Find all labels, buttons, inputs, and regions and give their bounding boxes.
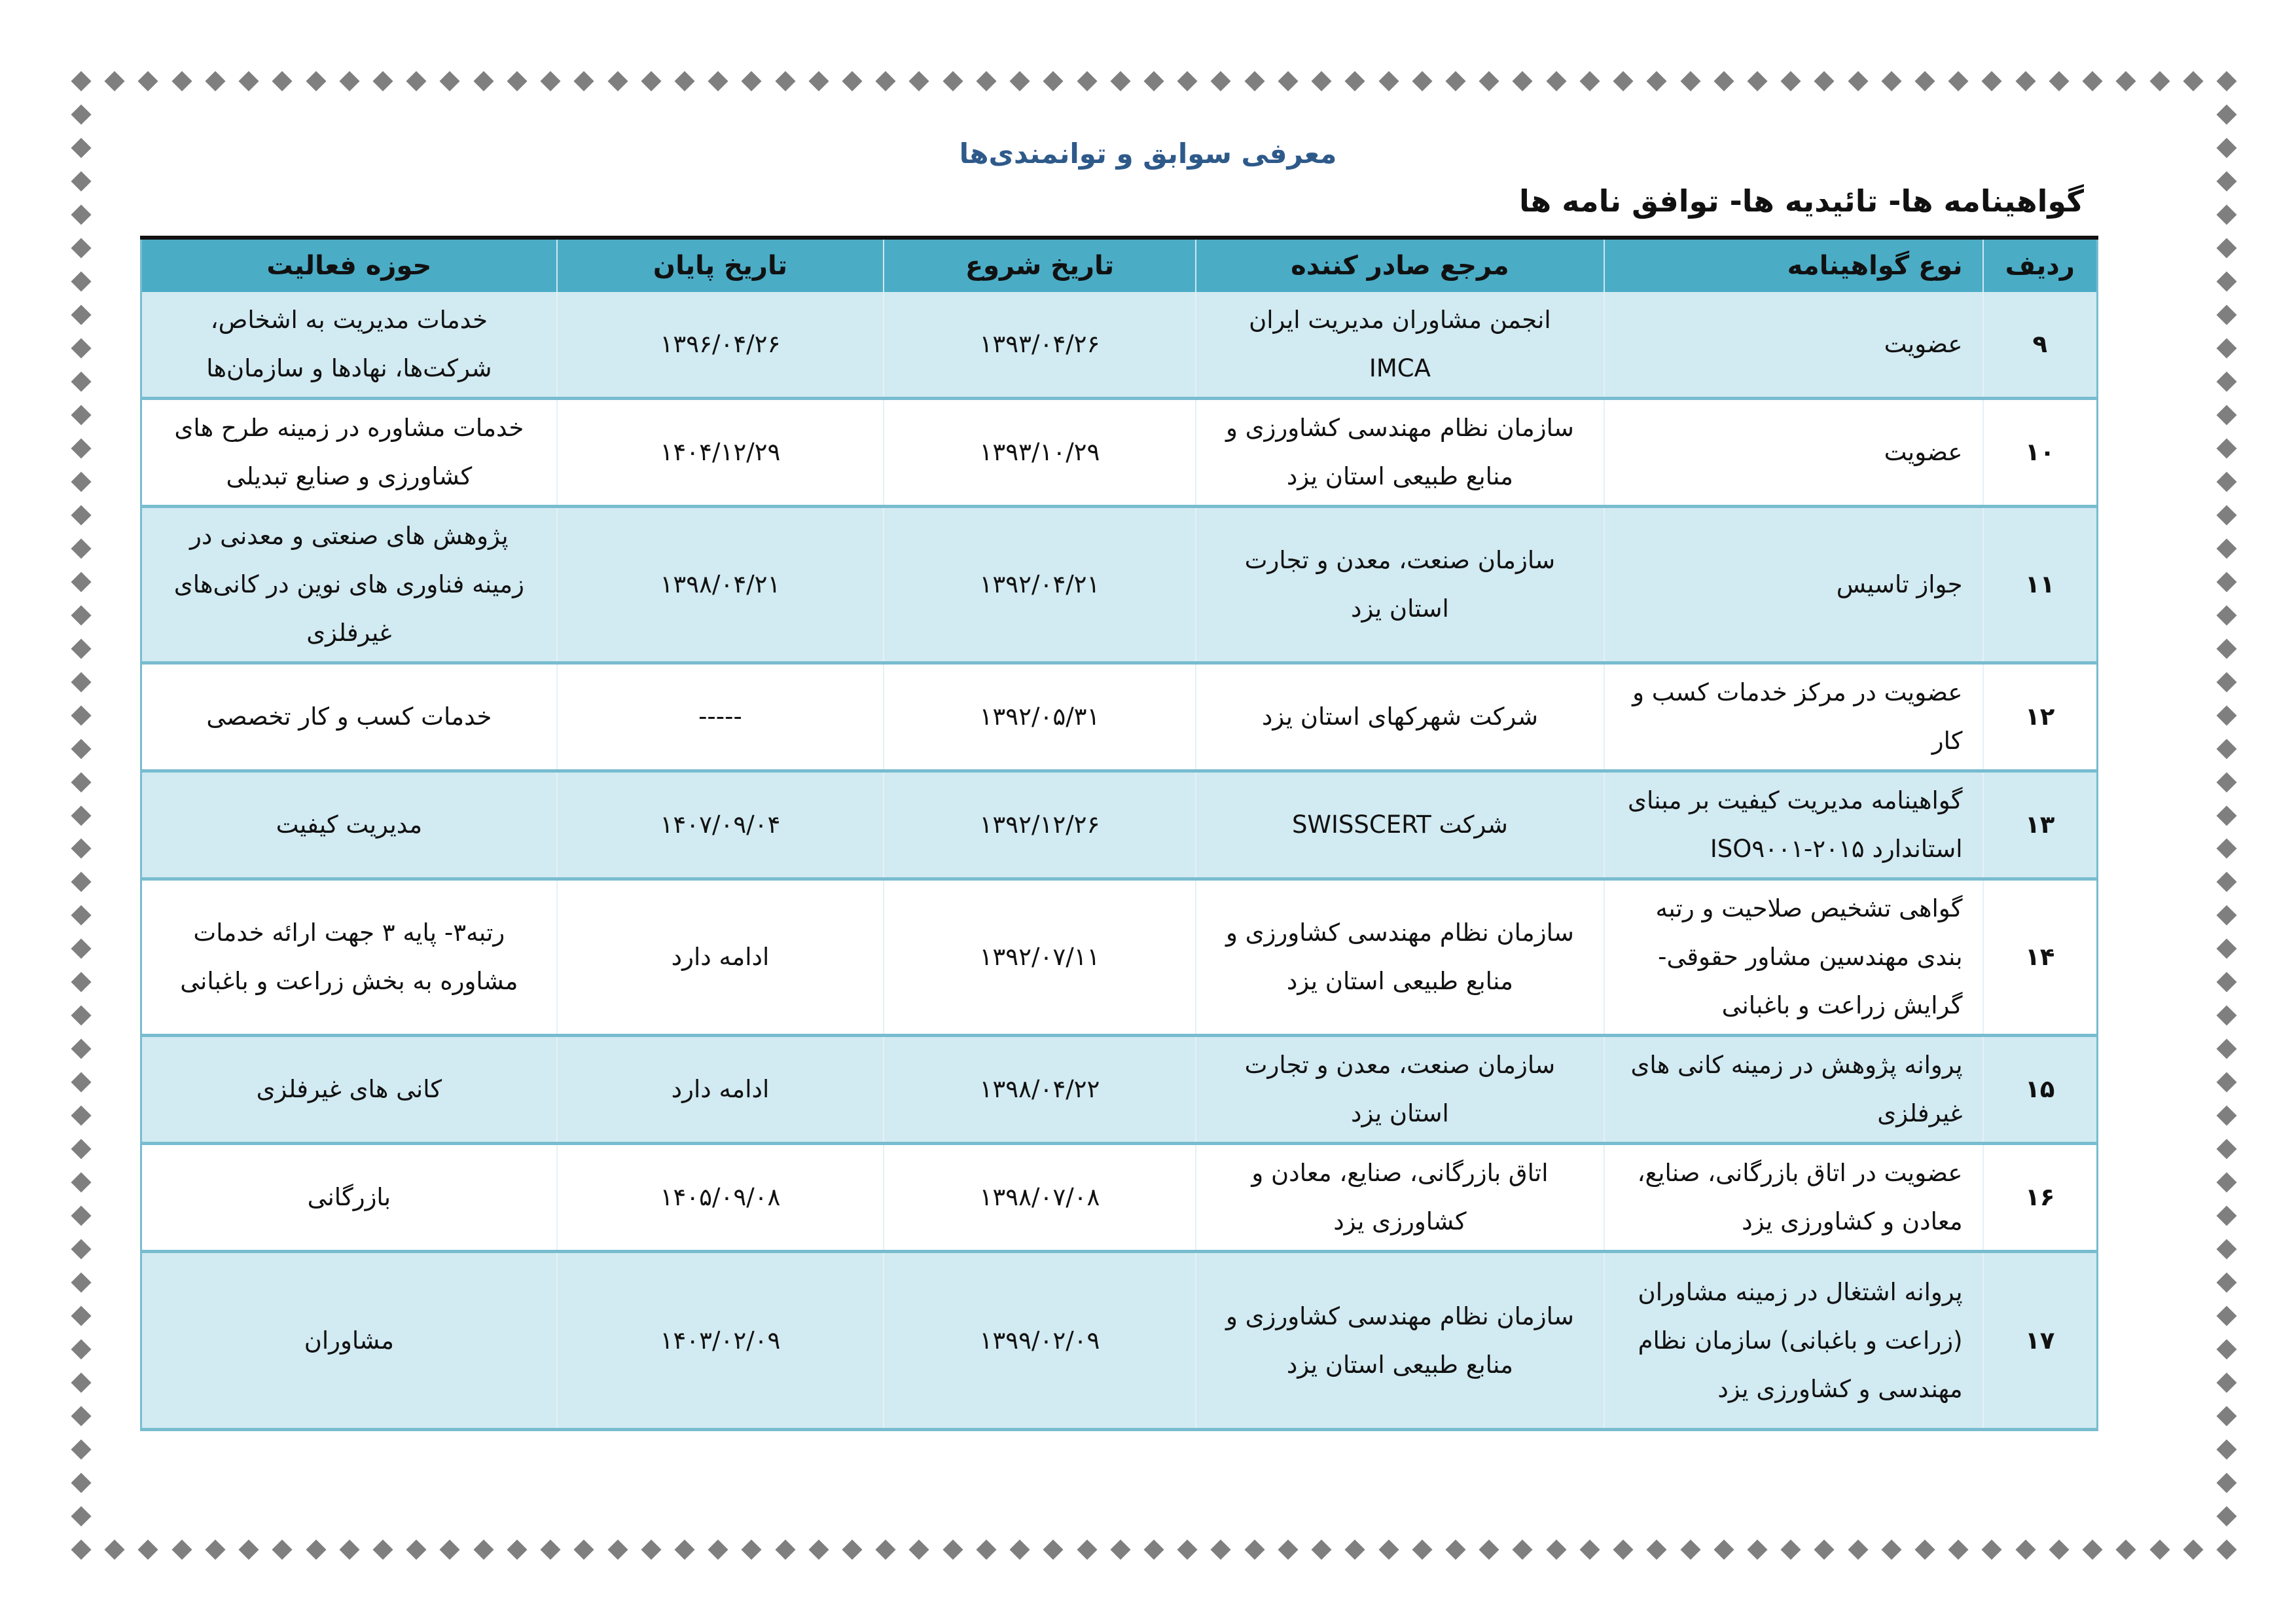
- diamond-ornament: [71, 505, 91, 525]
- diamond-ornament: [2216, 672, 2236, 692]
- cell-certificate-type: عضویت در اتاق بازرگانی، صنایع، معادن و کشاورزی یزد: [1604, 1144, 1982, 1252]
- diamond-ornament: [2216, 1306, 2236, 1326]
- diamond-ornament: [71, 338, 91, 358]
- diamond-ornament: [607, 1539, 628, 1559]
- diamond-ornament: [473, 1539, 493, 1559]
- diamond-ornament: [71, 405, 91, 425]
- cell-end-date: ۱۳۹۶/۰۴/۲۶: [557, 292, 884, 399]
- diamond-ornament: [205, 71, 225, 91]
- diamond-ornament: [71, 805, 91, 826]
- diamond-ornament: [71, 1072, 91, 1093]
- diamond-ornament: [2216, 71, 2236, 91]
- diamond-ornament: [1546, 1539, 1566, 1559]
- cell-row-number: ۱۳: [1983, 771, 2098, 879]
- diamond-ornament: [306, 1539, 326, 1559]
- diamond-ornament: [2216, 171, 2236, 191]
- cell-start-date: ۱۳۹۳/۰۴/۲۶: [884, 292, 1196, 399]
- diamond-ornament: [574, 1539, 594, 1559]
- diamond-ornament: [1177, 71, 1198, 91]
- diamond-ornament: [171, 71, 192, 91]
- diamond-ornament: [1445, 71, 1465, 91]
- diamond-ornament: [105, 1539, 125, 1559]
- diamond-ornament: [2216, 1539, 2236, 1559]
- diamond-ornament: [2216, 338, 2236, 358]
- diamond-ornament: [1948, 71, 1969, 91]
- cell-certificate-type: گواهی تشخیص صلاحیت و رتبه بندی مهندسین مشاور حقوقی- گرایش زراعت و باغبانی: [1604, 879, 1982, 1036]
- cell-issuer: انجمن مشاوران مدیریت ایران IMCA: [1196, 292, 1604, 399]
- diamond-ornament: [1077, 1539, 1097, 1559]
- cell-start-date: ۱۳۹۸/۰۴/۲۲: [884, 1036, 1196, 1144]
- diamond-ornament: [2049, 1539, 2069, 1559]
- diamond-ornament: [1982, 71, 2002, 91]
- diamond-ornament: [1814, 1539, 1835, 1559]
- cell-start-date: ۱۳۹۲/۰۷/۱۱: [884, 879, 1196, 1036]
- diamond-ornament: [1579, 1539, 1600, 1559]
- cell-issuer: شرکت شهرکهای استان یزد: [1196, 663, 1604, 771]
- cell-scope: خدمات مشاوره در زمینه طرح های کشاورزی و صنایع تبدیلی: [141, 399, 557, 507]
- diamond-ornament: [71, 739, 91, 759]
- diamond-ornament: [1881, 1539, 1901, 1559]
- diamond-ornament: [2083, 71, 2103, 91]
- diamond-ornament: [1479, 71, 1499, 91]
- diamond-ornament: [71, 572, 91, 592]
- diamond-ornament: [372, 1539, 393, 1559]
- diamond-ornament: [708, 71, 728, 91]
- cell-scope: مدیریت کیفیت: [141, 771, 557, 879]
- diamond-ornament: [2216, 1173, 2236, 1193]
- diamond-ornament: [2216, 1472, 2236, 1493]
- cell-certificate-type: پروانه اشتغال در زمینه مشاوران (زراعت و باغبانی) سازمان نظام مهندسی و کشاورزی یزد: [1604, 1252, 1982, 1430]
- cell-end-date: ۱۴۰۵/۰۹/۰۸: [557, 1144, 884, 1252]
- diamond-ornament: [71, 638, 91, 659]
- diamond-ornament: [71, 839, 91, 859]
- diamond-ornament: [339, 71, 359, 91]
- diamond-ornament: [2216, 371, 2236, 392]
- diamond-ornament: [2015, 1539, 2036, 1559]
- diamond-ornament: [1110, 71, 1130, 91]
- cell-issuer: سازمان نظام مهندسی کشاورزی و منابع طبیعی استان یزد: [1196, 399, 1604, 507]
- diamond-ornament: [138, 71, 158, 91]
- diamond-ornament: [71, 772, 91, 792]
- diamond-ornament: [239, 71, 259, 91]
- table-row: [141, 879, 2098, 1036]
- diamond-ornament: [71, 1472, 91, 1493]
- diamond-ornament: [272, 1539, 293, 1559]
- diamond-ornament: [1345, 71, 1365, 91]
- diamond-ornament: [2216, 839, 2236, 859]
- diamond-ornament: [2216, 972, 2236, 993]
- diamond-ornament: [71, 972, 91, 993]
- section-title: گواهینامه ها- تائیدیه ها- توافق نامه ها: [1519, 183, 2084, 219]
- diamond-ornament: [1647, 71, 1667, 91]
- diamond-ornament: [2216, 1506, 2236, 1526]
- diamond-ornament: [1244, 71, 1265, 91]
- diamond-ornament: [2216, 1139, 2236, 1159]
- diamond-ornament: [2116, 71, 2136, 91]
- diamond-ornament: [71, 1206, 91, 1226]
- cell-row-number: ۱۶: [1983, 1144, 2098, 1252]
- diamond-ornament: [71, 1273, 91, 1293]
- diamond-ornament: [71, 672, 91, 692]
- diamond-ornament: [641, 1539, 661, 1559]
- diamond-ornament: [909, 1539, 929, 1559]
- diamond-ornament: [1378, 71, 1399, 91]
- cell-scope: پژوهش های صنعتی و معدنی در زمینه فناوری های نوین در کانی‌های غیرفلزی: [141, 507, 557, 663]
- diamond-ornament: [674, 71, 694, 91]
- header-start-date: تاریخ شروع: [884, 238, 1196, 292]
- cell-row-number: ۱۵: [1983, 1036, 2098, 1144]
- diamond-ornament: [1982, 1539, 2002, 1559]
- diamond-ornament: [71, 705, 91, 725]
- diamond-ornament: [1010, 71, 1030, 91]
- diamond-ornament: [876, 1539, 896, 1559]
- diamond-ornament: [372, 71, 393, 91]
- diamond-ornament: [1278, 71, 1298, 91]
- cell-issuer: سازمان صنعت، معدن و تجارت استان یزد: [1196, 507, 1604, 663]
- diamond-ornament: [2015, 71, 2036, 91]
- diamond-ornament: [876, 71, 896, 91]
- diamond-ornament: [71, 104, 91, 124]
- diamond-ornament: [2216, 1440, 2236, 1460]
- diamond-ornament: [2149, 1539, 2170, 1559]
- diamond-ornament: [71, 538, 91, 558]
- diamond-ornament: [1077, 71, 1097, 91]
- diamond-ornament: [942, 71, 963, 91]
- diamond-ornament: [71, 1373, 91, 1393]
- diamond-ornament: [473, 71, 493, 91]
- diamond-ornament: [1412, 71, 1432, 91]
- diamond-ornament: [507, 1539, 527, 1559]
- table-row: [141, 663, 2098, 771]
- cell-start-date: ۱۳۹۹/۰۲/۰۹: [884, 1252, 1196, 1430]
- diamond-ornament: [674, 1539, 694, 1559]
- diamond-ornament: [574, 71, 594, 91]
- diamond-ornament: [2216, 1006, 2236, 1026]
- diamond-ornament: [2216, 1273, 2236, 1293]
- diamond-ornament: [1914, 71, 1935, 91]
- diamond-ornament: [306, 71, 326, 91]
- table-row: [141, 292, 2098, 399]
- diamond-ornament: [2216, 572, 2236, 592]
- diamond-ornament: [2216, 1039, 2236, 1059]
- cell-end-date: ۱۴۰۴/۱۲/۲۹: [557, 399, 884, 507]
- diamond-ornament: [742, 1539, 762, 1559]
- diamond-ornament: [1043, 71, 1064, 91]
- cell-certificate-type: عضویت: [1604, 399, 1982, 507]
- diamond-ornament: [1143, 1539, 1164, 1559]
- diamond-ornament: [2049, 71, 2069, 91]
- cell-scope: خدمات مدیریت به اشخاص، شرکت‌ها، نهادها و سازمان‌ها: [141, 292, 557, 399]
- cell-start-date: ۱۳۹۲/۱۲/۲۶: [884, 771, 1196, 879]
- cell-start-date: ۱۳۹۸/۰۷/۰۸: [884, 1144, 1196, 1252]
- diamond-ornament: [2183, 1539, 2203, 1559]
- cell-end-date: ادامه دارد: [557, 879, 884, 1036]
- diamond-ornament: [2216, 1072, 2236, 1093]
- diamond-ornament: [2216, 405, 2236, 425]
- diamond-ornament: [2216, 638, 2236, 659]
- diamond-ornament: [1914, 1539, 1935, 1559]
- table-row: [141, 1252, 2098, 1430]
- table-row: [141, 1036, 2098, 1144]
- diamond-ornament: [1211, 71, 1231, 91]
- diamond-ornament: [641, 71, 661, 91]
- cell-start-date: ۱۳۹۲/۰۵/۳۱: [884, 663, 1196, 771]
- diamond-ornament: [2216, 1106, 2236, 1126]
- diamond-ornament: [1312, 1539, 1332, 1559]
- diamond-ornament: [1211, 1539, 1231, 1559]
- diamond-ornament: [138, 1539, 158, 1559]
- cell-scope: بازرگانی: [141, 1144, 557, 1252]
- diamond-ornament: [1613, 71, 1634, 91]
- diamond-ornament: [71, 1406, 91, 1427]
- diamond-ornament: [1881, 71, 1901, 91]
- diamond-ornament: [71, 605, 91, 625]
- cell-issuer: سازمان نظام مهندسی کشاورزی و منابع طبیعی استان یزد: [1196, 879, 1604, 1036]
- page-title: معرفی سوابق و توانمندی‌ها: [959, 137, 1337, 170]
- diamond-ornament: [171, 1539, 192, 1559]
- diamond-ornament: [71, 371, 91, 392]
- diamond-ornament: [71, 872, 91, 892]
- diamond-ornament: [1814, 71, 1835, 91]
- diamond-ornament: [2216, 238, 2236, 258]
- diamond-ornament: [541, 71, 561, 91]
- diamond-ornament: [1513, 71, 1533, 91]
- cell-row-number: ۱۷: [1983, 1252, 2098, 1430]
- diamond-ornament: [1713, 1539, 1734, 1559]
- diamond-ornament: [1278, 1539, 1298, 1559]
- diamond-ornament: [71, 1539, 91, 1559]
- diamond-ornament: [71, 1039, 91, 1059]
- header-scope: حوزه فعالیت: [141, 238, 557, 292]
- cell-row-number: ۱۴: [1983, 879, 2098, 1036]
- cell-row-number: ۱۰: [1983, 399, 2098, 507]
- diamond-ornament: [71, 1340, 91, 1360]
- diamond-ornament: [71, 1139, 91, 1159]
- diamond-ornament: [339, 1539, 359, 1559]
- header-certificate-type: نوع گواهینامه: [1604, 238, 1982, 292]
- cell-issuer: سازمان نظام مهندسی کشاورزی و منابع طبیعی استان یزد: [1196, 1252, 1604, 1430]
- diamond-ornament: [2216, 905, 2236, 926]
- diamond-ornament: [1713, 71, 1734, 91]
- diamond-ornament: [607, 71, 628, 91]
- header-end-date: تاریخ پایان: [557, 238, 884, 292]
- diamond-ornament: [71, 905, 91, 926]
- cell-end-date: ۱۳۹۸/۰۴/۲۱: [557, 507, 884, 663]
- diamond-ornament: [2116, 1539, 2136, 1559]
- certificates-table: [140, 236, 2098, 1431]
- cell-certificate-type: پروانه پژوهش در زمینه کانی های غیرفلزی: [1604, 1036, 1982, 1144]
- diamond-ornament: [1948, 1539, 1969, 1559]
- diamond-ornament: [2216, 1206, 2236, 1226]
- diamond-ornament: [1781, 71, 1801, 91]
- cell-certificate-type: عضویت: [1604, 292, 1982, 399]
- diamond-ornament: [1043, 1539, 1064, 1559]
- diamond-ornament: [775, 1539, 795, 1559]
- cell-issuer: شرکت SWISSCERT: [1196, 771, 1604, 879]
- cell-row-number: ۱۲: [1983, 663, 2098, 771]
- header-issuer: مرجع صادر کننده: [1196, 238, 1604, 292]
- cell-scope: رتبه۳- پایه ۳ جهت ارائه خدمات مشاوره به بخش زراعت و باغبانی: [141, 879, 557, 1036]
- diamond-ornament: [1848, 1539, 1868, 1559]
- diamond-ornament: [71, 471, 91, 492]
- diamond-ornament: [842, 1539, 862, 1559]
- diamond-ornament: [406, 71, 427, 91]
- diamond-ornament: [1546, 71, 1566, 91]
- cell-end-date: -----: [557, 663, 884, 771]
- cell-certificate-type: جواز تاسیس: [1604, 507, 1982, 663]
- diamond-ornament: [909, 71, 929, 91]
- diamond-ornament: [71, 238, 91, 258]
- diamond-ornament: [976, 71, 996, 91]
- diamond-ornament: [1312, 71, 1332, 91]
- diamond-ornament: [71, 271, 91, 291]
- diamond-ornament: [2216, 304, 2236, 325]
- header-row-number: ردیف: [1983, 238, 2098, 292]
- diamond-ornament: [1010, 1539, 1030, 1559]
- cell-end-date: ۱۴۰۳/۰۲/۰۹: [557, 1252, 884, 1430]
- diamond-ornament: [2216, 872, 2236, 892]
- diamond-ornament: [440, 71, 460, 91]
- table-row: [141, 507, 2098, 663]
- diamond-ornament: [742, 71, 762, 91]
- cell-issuer: سازمان صنعت، معدن و تجارت استان یزد: [1196, 1036, 1604, 1144]
- diamond-ornament: [1244, 1539, 1265, 1559]
- cell-end-date: ۱۴۰۷/۰۹/۰۴: [557, 771, 884, 879]
- diamond-ornament: [71, 71, 91, 91]
- diamond-ornament: [808, 1539, 829, 1559]
- diamond-ornament: [775, 71, 795, 91]
- cell-certificate-type: عضویت در مرکز خدمات کسب و کار: [1604, 663, 1982, 771]
- diamond-ornament: [1579, 71, 1600, 91]
- diamond-ornament: [2216, 271, 2236, 291]
- diamond-ornament: [2216, 471, 2236, 492]
- diamond-ornament: [2216, 104, 2236, 124]
- diamond-ornament: [2216, 1406, 2236, 1427]
- table-header-row: [141, 238, 2098, 292]
- diamond-ornament: [2216, 739, 2236, 759]
- diamond-ornament: [239, 1539, 259, 1559]
- diamond-ornament: [942, 1539, 963, 1559]
- diamond-ornament: [1680, 1539, 1700, 1559]
- diamond-ornament: [71, 1306, 91, 1326]
- table-row: [141, 1144, 2098, 1252]
- diamond-ornament: [71, 171, 91, 191]
- diamond-ornament: [71, 1106, 91, 1126]
- diamond-ornament: [1513, 1539, 1533, 1559]
- diamond-ornament: [406, 1539, 427, 1559]
- cell-certificate-type: گواهینامه مدیریت کیفیت بر مبنای استاندارد ISO۹۰۰۱-۲۰۱۵: [1604, 771, 1982, 879]
- diamond-ornament: [808, 71, 829, 91]
- diamond-ornament: [842, 71, 862, 91]
- diamond-ornament: [2216, 705, 2236, 725]
- cell-start-date: ۱۳۹۳/۱۰/۲۹: [884, 399, 1196, 507]
- diamond-ornament: [2216, 505, 2236, 525]
- cell-issuer: اتاق بازرگانی، صنایع، معادن و کشاورزی یزد: [1196, 1144, 1604, 1252]
- diamond-ornament: [708, 1539, 728, 1559]
- table-row: [141, 771, 2098, 879]
- diamond-ornament: [1747, 71, 1767, 91]
- diamond-ornament: [205, 1539, 225, 1559]
- diamond-ornament: [1412, 1539, 1432, 1559]
- diamond-ornament: [2216, 1373, 2236, 1393]
- diamond-ornament: [71, 1173, 91, 1193]
- cell-row-number: ۱۱: [1983, 507, 2098, 663]
- cell-row-number: ۹: [1983, 292, 2098, 399]
- diamond-ornament: [2216, 438, 2236, 458]
- diamond-ornament: [2216, 1340, 2236, 1360]
- diamond-ornament: [2216, 939, 2236, 959]
- diamond-ornament: [2216, 772, 2236, 792]
- diamond-ornament: [976, 1539, 996, 1559]
- diamond-ornament: [1110, 1539, 1130, 1559]
- diamond-ornament: [1177, 1539, 1198, 1559]
- diamond-ornament: [1479, 1539, 1499, 1559]
- diamond-ornament: [71, 304, 91, 325]
- diamond-ornament: [71, 1006, 91, 1026]
- diamond-ornament: [1647, 1539, 1667, 1559]
- diamond-ornament: [2083, 1539, 2103, 1559]
- diamond-ornament: [71, 438, 91, 458]
- diamond-ornament: [1445, 1539, 1465, 1559]
- diamond-ornament: [71, 204, 91, 225]
- diamond-ornament: [1345, 1539, 1365, 1559]
- diamond-ornament: [1680, 71, 1700, 91]
- cell-end-date: ادامه دارد: [557, 1036, 884, 1144]
- diamond-ornament: [71, 939, 91, 959]
- diamond-ornament: [440, 1539, 460, 1559]
- diamond-ornament: [2216, 538, 2236, 558]
- cell-start-date: ۱۳۹۲/۰۴/۲۱: [884, 507, 1196, 663]
- diamond-ornament: [541, 1539, 561, 1559]
- diamond-ornament: [2216, 204, 2236, 225]
- diamond-ornament: [272, 71, 293, 91]
- diamond-ornament: [105, 71, 125, 91]
- cell-scope: مشاوران: [141, 1252, 557, 1430]
- diamond-ornament: [2216, 1239, 2236, 1260]
- table-row: [141, 399, 2098, 507]
- diamond-ornament: [1848, 71, 1868, 91]
- diamond-ornament: [71, 1440, 91, 1460]
- diamond-ornament: [1143, 71, 1164, 91]
- diamond-ornament: [71, 1239, 91, 1260]
- diamond-ornament: [1747, 1539, 1767, 1559]
- diamond-ornament: [507, 71, 527, 91]
- diamond-ornament: [71, 1506, 91, 1526]
- diamond-ornament: [1781, 1539, 1801, 1559]
- diamond-ornament: [2183, 71, 2203, 91]
- diamond-ornament: [1613, 1539, 1634, 1559]
- cell-scope: کانی های غیرفلزی: [141, 1036, 557, 1144]
- diamond-ornament: [2216, 605, 2236, 625]
- cell-scope: خدمات کسب و کار تخصصی: [141, 663, 557, 771]
- diamond-ornament: [2216, 805, 2236, 826]
- diamond-ornament: [1378, 1539, 1399, 1559]
- diamond-ornament: [2149, 71, 2170, 91]
